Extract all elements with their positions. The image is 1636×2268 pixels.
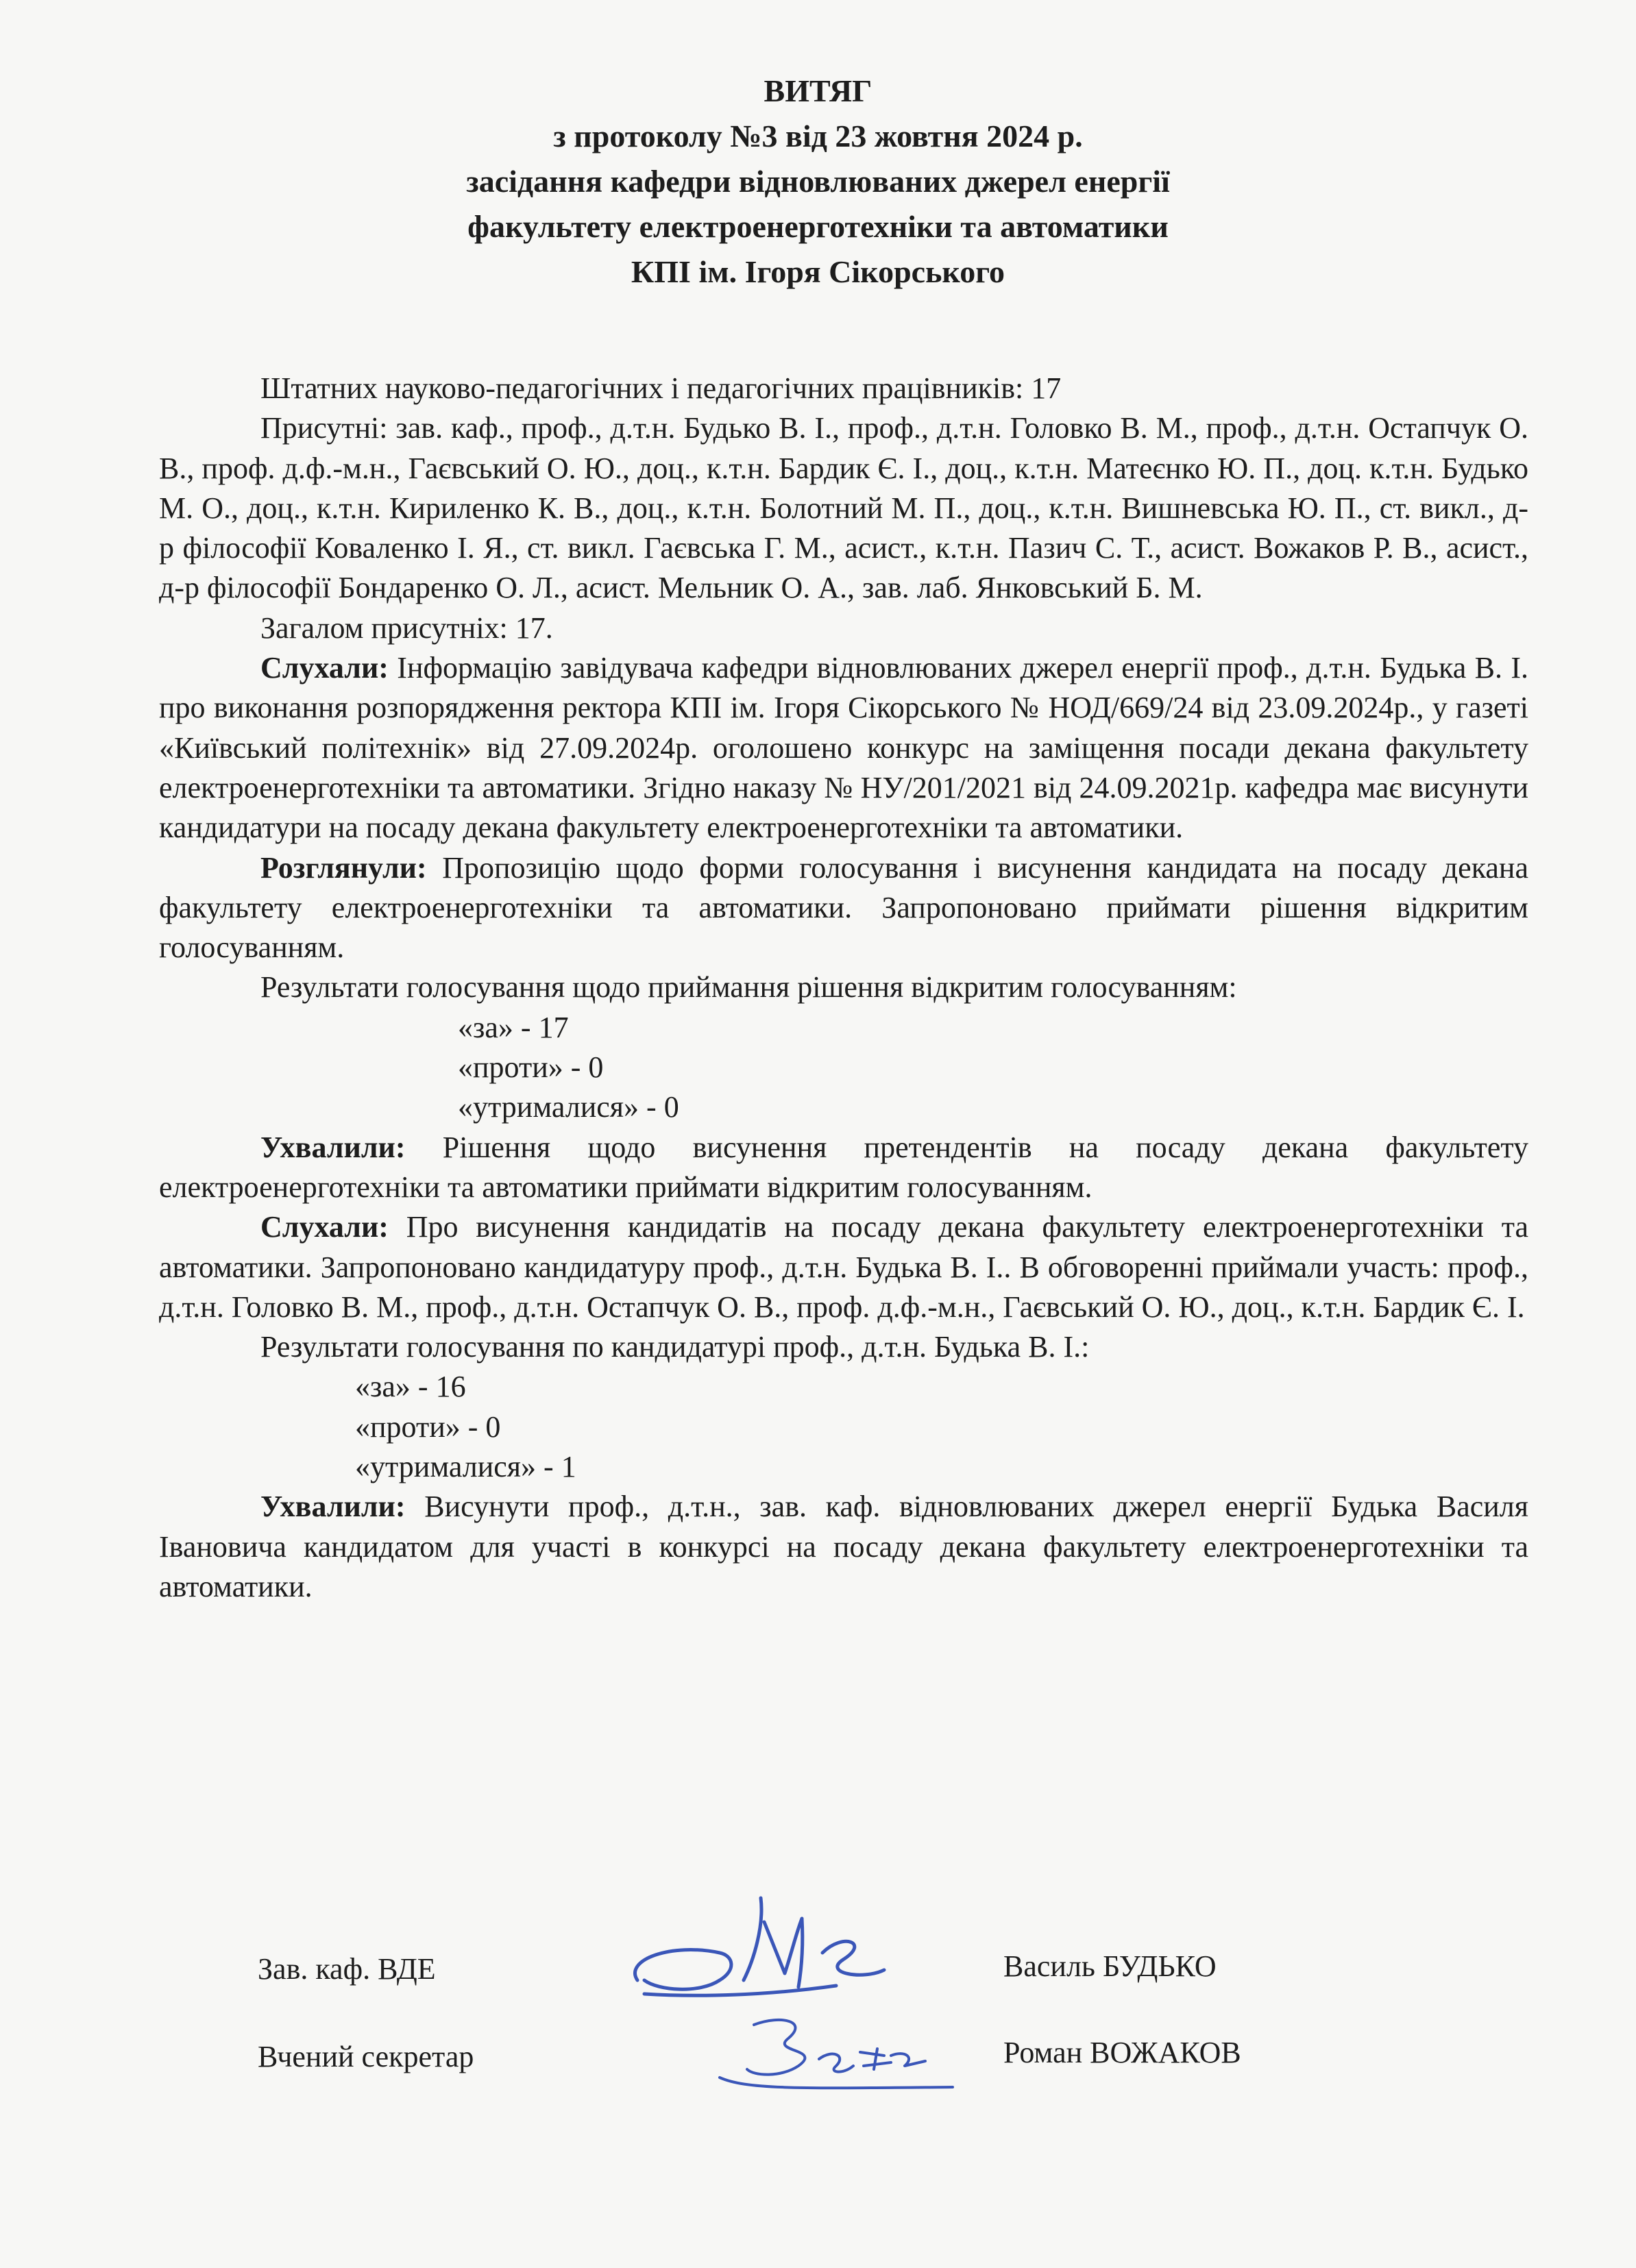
vote-1-against: «проти» - 0 [458,1050,604,1085]
vote-2-abstain: «утрималися» - 1 [355,1450,576,1484]
faculty-line: факультету електроенерготехніки та автоматики [467,209,1169,244]
attendees-paragraph: Присутні: зав. каф., проф., д.т.н. Будько В. І., проф., д.т.н. Головко В. М., проф., д.т.н. Остапчук О. В., проф. д.ф.-м.н., Гаєвський О. Ю., доц., к.т.н. Бардик Є. І., доц., к.т.н. Матеєнко Ю. П., доц. к.т.н. Будько М. О., доц., к.т.н. Кириленко К. В., доц., к.т.н. Болотний М. П., доц., к.т.н. Вишневська Ю. П., ст. викл., д-р філософії Коваленко І. Я., ст. викл. Гаєвська Г. М., асист., к.т.н. Пазич С. Т., асист. Вожаков Р. В., асист., д-р філософії Бондаренко О. Л., асист. Мельник О. А., зав. лаб. Янковський Б. М. [159,411,1528,605]
vote-2-against: «проти» - 0 [355,1409,501,1444]
heard-paragraph-1 [159,648,1528,848]
considered-paragraph [159,848,1528,968]
university-line: КПІ ім. Ігоря Сікорського [631,254,1005,289]
staff-count: Штатних науково-педагогічних і педагогічних працівників: 17 [260,371,1062,405]
document-title: ВИТЯГ [764,73,872,108]
secretary-title: Вчений секретар [258,2040,474,2073]
vote-2-intro: Результати голосування по кандидатурі проф., д.т.н. Будька В. І.: [260,1330,1090,1364]
head-name: Василь БУДЬКО [1003,1949,1217,1983]
vote-2-for: «за» - 16 [355,1370,466,1404]
considered-label: Розглянули: [260,850,427,885]
resolved-text: Рішення щодо висунення претендентів на посаду декана факультету електроенерготехніки та автоматики приймати відкритим голосуванням. [159,1130,1528,1204]
protocol-line: з протоколу №3 від 23 жовтня 2024 р. [553,119,1083,153]
heard-label: Слухали: [260,1210,389,1244]
vote-1-for: «за» - 17 [458,1010,569,1044]
resolved-paragraph-2 [159,1487,1528,1607]
document-header [0,69,1636,295]
document-body [159,369,1528,1607]
total-present: Загалом присутніх: 17. [260,611,553,645]
vote-1-intro: Результати голосування щодо приймання рішення відкритим голосуванням: [260,970,1237,1004]
resolved-label: Ухвалили: [260,1490,406,1524]
resolved-paragraph-1 [159,1128,1528,1208]
department-line: засідання кафедри відновлюваних джерел енергії [466,164,1170,199]
secretary-signature-icon [706,2001,980,2104]
heard-paragraph-2 [159,1207,1528,1327]
heard-text: Про висунення кандидатів на посаду декана факультету електроенерготехніки та автоматики. Запропоновано кандидатуру проф., д.т.н. Будька В. І.. В обговоренні приймали участь: проф., д.т.н. Головко В. М., проф., д.т.н. Остапчук О. В., проф. д.ф.-м.н., Гаєвський О. Ю., доц., к.т.н. Бардик Є. І. [159,1210,1528,1324]
resolved-text: Висунути проф., д.т.н., зав. каф. відновлюваних джерел енергії Будька Василя Івановича кандидатом для участі в конкурсі на посаду декана факультету електроенерготехніки та автоматики. [159,1490,1529,1603]
resolved-label: Ухвалили: [260,1130,406,1164]
vote-1-abstain: «утрималися» - 0 [458,1090,679,1124]
secretary-name: Роман ВОЖАКОВ [1003,2036,1241,2069]
heard-label: Слухали: [260,651,389,685]
considered-text: Пропозицію щодо форми голосування і висунення кандидата на посаду декана факультету електроенерготехніки та автоматики. Запропоновано приймати рішення відкритим голосуванням. [159,850,1529,965]
head-title: Зав. каф. ВДЕ [258,1952,436,1986]
heard-text: Інформацію завідувача кафедри відновлюваних джерел енергії проф., д.т.н. Будька В. І. про виконання розпорядження ректора КПІ ім. Ігоря Сікорського № НОД/669/24 від 23.09.2024р., у газеті «Київський політехнік» від 27.09.2024р. оголошено конкурс на заміщення посади декана факультету електроенерготехніки та автоматики. Згідно наказу № НУ/201/2021 від 24.09.2021р. кафедра має висунути кандидатури на посаду декана факультету електроенерготехніки та автоматики. [159,651,1528,845]
